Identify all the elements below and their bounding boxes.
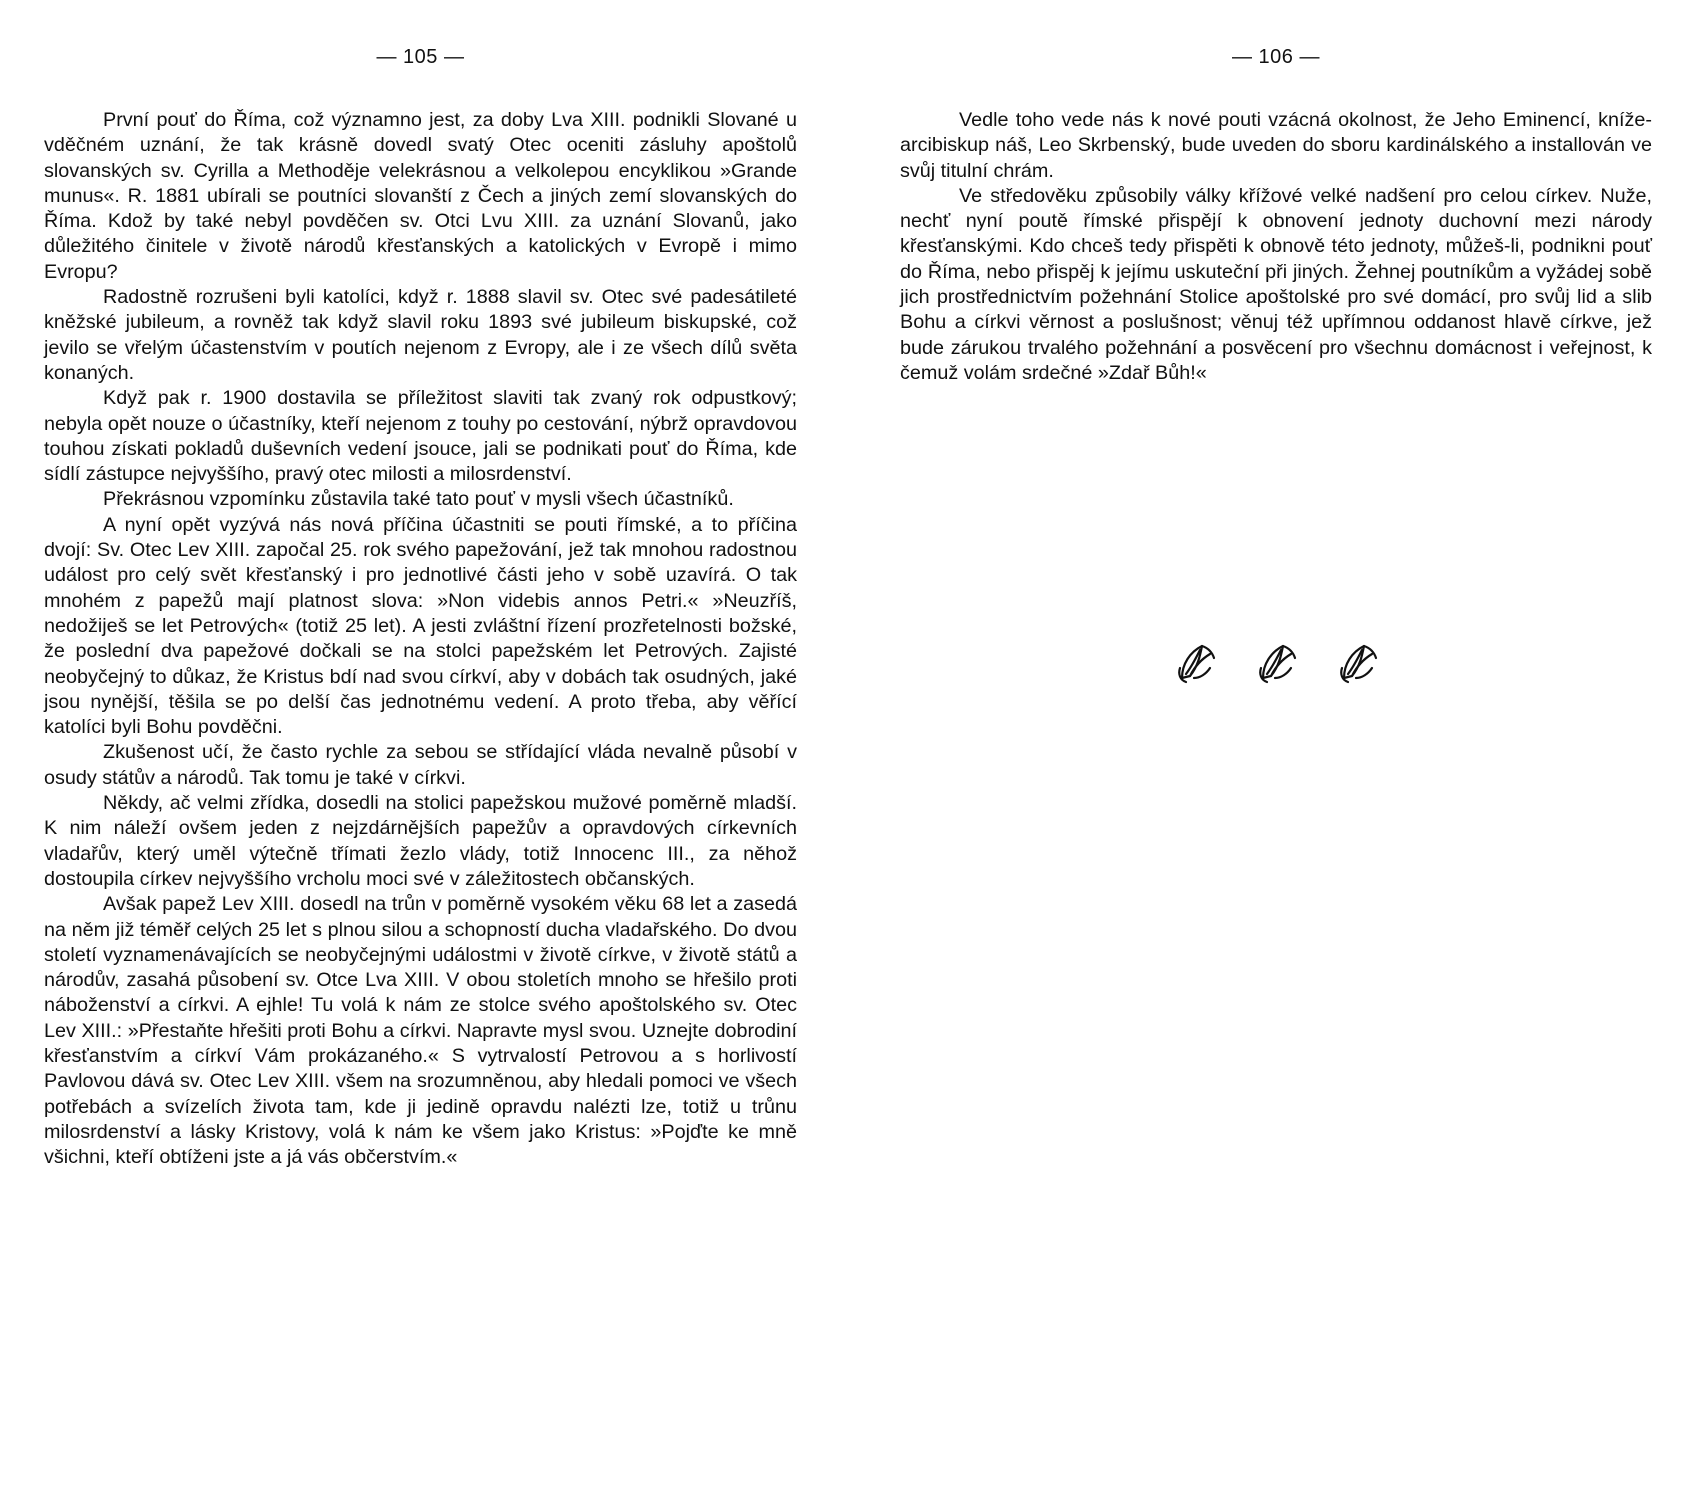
- paragraph: Když pak r. 1900 dostavila se příležitost slaviti tak zvaný rok odpustkový; nebyla opět nouze o účastníky, kteří nejenom z touhy po cestování, nýbrž opravdovou touhou získati pokladů duševních vedení jsouce, jali se podnikati pouť do Říma, kde sídlí zástupce nejvyššího, pravý otec milosti a milosrdenství.: [44, 387, 797, 486]
- paragraph: Radostně rozrušeni byli katolíci, když r. 1888 slavil sv. Otec své padesátileté kněžské jubileum, a rovněž tak když slavil roku 1893 své jubileum biskupské, což jevilo se vřelým účastenstvím v poutích nejenom z Evropy, ale i ze všech dílů světa konaných.: [44, 286, 797, 384]
- leaf-ornament-icon: [1172, 638, 1220, 686]
- paragraph: Avšak papež Lev XIII. dosedl na trůn v poměrně vysokém věku 68 let a zasedá na něm již téměř celých 25 let s plnou silou a schopností ducha vladařského. Do dvou století vyznamenávajících se neobyčejnými událostmi v životě církve, v životě států a národův, zasahá působení sv. Otce Lva XIII. V obou stoletích mnoho se hřešilo proti náboženství a církvi. A ejhle! Tu volá k nám ze stolce svého apoštolského sv. Otec Lev XIII.: »Přestaňte hřešiti proti Bohu a církvi. Napravte mysl svou. Uznejte dobrodiní křesťanstvím a církví Vám prokázaného.« S vytrvalostí Petrovou a s horlivostí Pavlovou dává sv. Otec Lev XIII. všem na srozumněnou, aby hledali pomoci ve všech potřebách a svízelích života tam, kde ji jedině opravdu nalézti lze, totiž u trůnu milosrdenství a lásky Kristovy, volá k nám ke všem jako Kristus: »Pojďte ke mně všichni, kteří obtíženi jste a já vás občerstvím.«: [44, 893, 797, 1169]
- leaf-ornament-icon: [1253, 638, 1301, 686]
- ornament-row: [1172, 638, 1382, 686]
- leaf-ornament-icon: [1334, 638, 1382, 686]
- page-number-right: — 106 —: [1232, 46, 1320, 68]
- paragraph: Zkušenost učí, že často rychle za sebou se střídající vláda nevalně působí v osudy státův a národů. Tak tomu je také v církvi.: [44, 741, 797, 789]
- paragraph: Někdy, ač velmi zřídka, dosedli na stolici papežskou mužové poměrně mladší. K nim náleží ovšem jeden z nejzdárnějších papežův a opravdových církevních vladařův, který uměl výtečně třímati žezlo vlády, totiž Innocenc III., za něhož dostoupila církev nejvyššího vrcholu moci své v záležitostech občanských.: [44, 792, 797, 890]
- paragraph: Vedle toho vede nás k nové pouti vzácná okolnost, že Jeho Eminencí, kníže-arcibiskup náš, Leo Skrbenský, bude uveden do sboru kardinálského a installován ve svůj titulní chrám.: [900, 109, 1652, 182]
- left-page-body: [44, 108, 797, 1170]
- paragraph: A nyní opět vyzývá nás nová příčina účastniti se pouti římské, a to příčina dvojí: Sv. Otec Lev XIII. započal 25. rok svého papežování, jež tak mnohou radostnou událost pro celý svět křesťanský i pro jednotlivé části jeho v sobě uzavírá. O tak mnohém z papežů mají platnost slova: »Non videbis annos Petri.« »Neuzříš, nedožiješ se let Petrových« (totiž 25 let). A jesti zvláštní řízení prozřetelnosti božské, že poslední dva papežové dočkali se na stolci papežském let Petrových. Zajisté neobyčejný to důkaz, že Kristus bdí nad svou církví, aby v dobách tak osudných, jaké jsou nynější, těšila se po delší čas jednotnému vedení. A proto třeba, aby věřící katolíci byli Bohu povděčni.: [44, 513, 797, 739]
- paragraph: Ve středověku způsobily války křížové velké nadšení pro celou církev. Nuže, nechť nyní poutě římské přispějí k obnovení jednoty duchovní mezi národy křesťanskými. Kdo chceš tedy přispěti k obnově této jednoty, můžeš-li, podnikni pouť do Říma, nebo přispěj k jejímu uskuteční při jiných. Žehnej poutníkům a vyžádej sobě jich prostřednictvím požehnání Stolice apoštolské pro své domácí, pro svůj lid a slib Bohu a církvi věrnost a poslušnost; věnuj též upřímnou oddanost hlavě církve, jež bude zárukou trvalého požehnání a posvěcení pro všechnu domácnost i veřejnost, k čemuž volám srdečné »Zdař Bůh!«: [900, 184, 1652, 384]
- paragraph: První pouť do Říma, což významno jest, za doby Lva XIII. podnikli Slované u vděčném uznání, že tak krásně dovedl svatý Otec oceniti zásluhy apoštolů slovanských sv. Cyrilla a Methoděje velekrásnou a velkolepou encyklikou »Grande munus«. R. 1881 ubírali se poutníci slovanští z Čech a jiných zemí slovanských do Říma. Kdož by také nebyl povděčen sv. Otci Lvu XIII. za uznání Slovanů, jako důležitého činitele v životě národů křesťanských a katolických v Evropě i mimo Evropu?: [44, 109, 797, 283]
- right-page-body: [900, 108, 1652, 386]
- paragraph: Překrásnou vzpomínku zůstavila také tato pouť v mysli všech účastníků.: [103, 488, 734, 511]
- page-number-left: — 105 —: [376, 46, 465, 68]
